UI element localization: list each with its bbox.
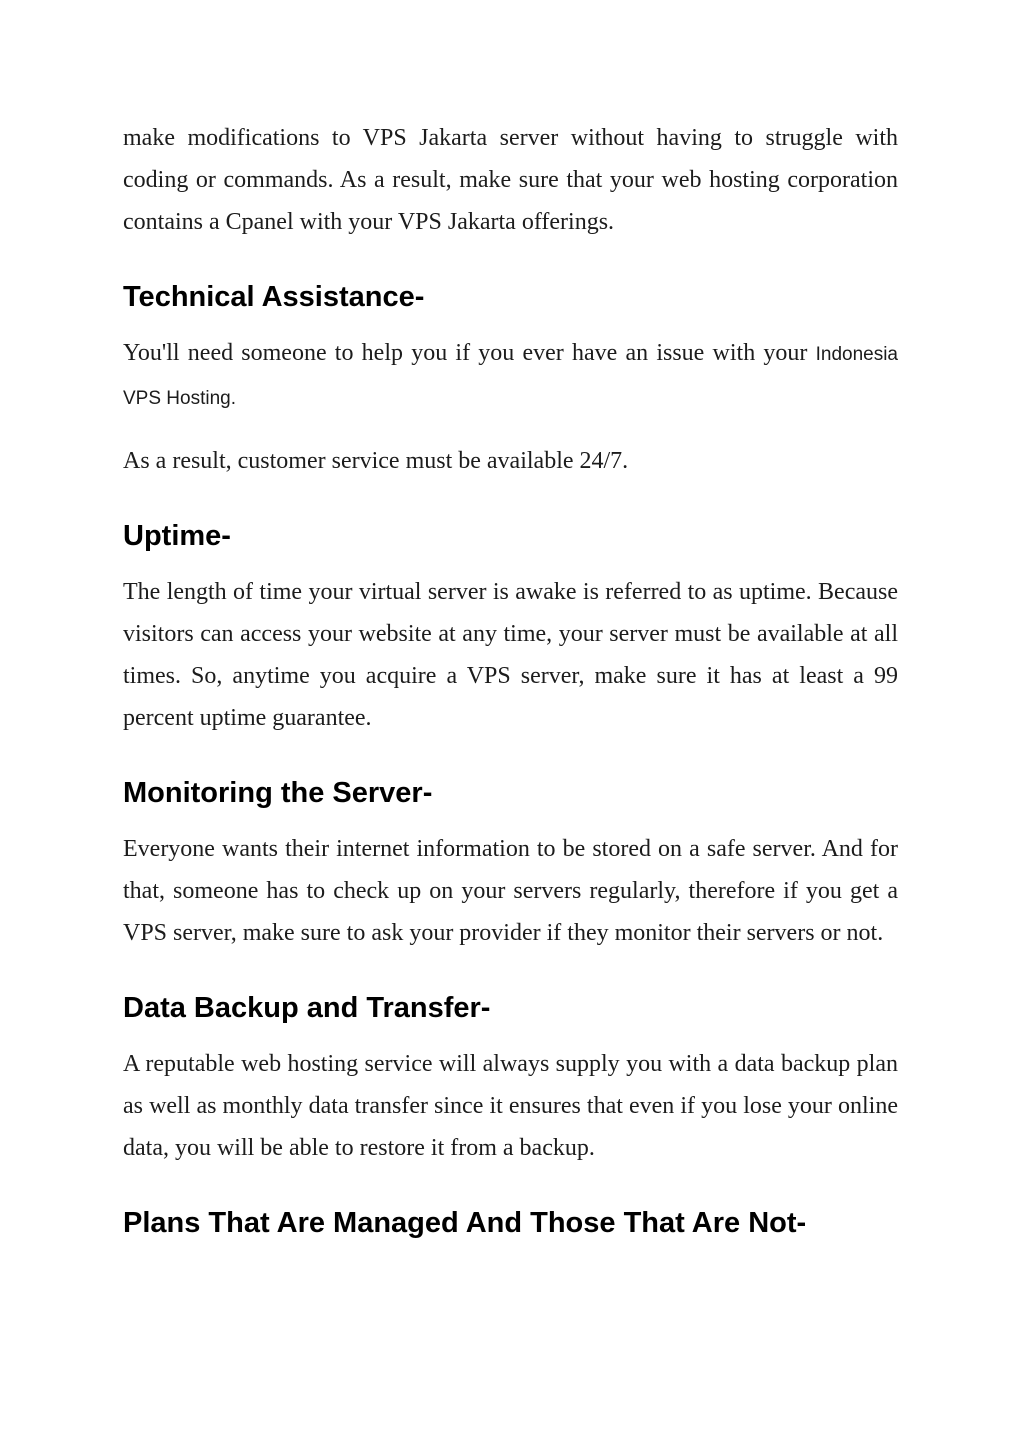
section-heading: Monitoring the Server-	[123, 777, 433, 809]
paragraph: Everyone wants their internet information to be stored on a safe server. And for that, someone has to check up on your servers regularly, therefore if you get a VPS server, make sure to ask your provider if they monitor their servers or not.	[123, 836, 898, 946]
section-heading: Uptime-	[123, 520, 231, 552]
section-heading: Plans That Are Managed And Those That Are Not-	[123, 1207, 807, 1239]
paragraph-run-serif: You'll need someone to help you if you ever have an issue with your	[123, 340, 816, 366]
section-heading: Technical Assistance-	[123, 281, 425, 313]
paragraph: As a result, customer service must be available 24/7.	[123, 448, 629, 474]
paragraph	[123, 332, 898, 420]
document-content	[123, 117, 898, 1240]
paragraph-run-sans: Indonesia VPS Hosting.	[123, 344, 898, 409]
section-heading: Data Backup and Transfer-	[123, 992, 491, 1024]
paragraph: The length of time your virtual server is awake is referred to as uptime. Because visitors can access your website at any time, your server must be available at all times. So, anytime you acquire a VPS server, make sure it has at least a 99 percent uptime guarantee.	[123, 579, 898, 731]
paragraph: A reputable web hosting service will always supply you with a data backup plan as well as monthly data transfer since it ensures that even if you lose your online data, you will be able to restore it from a backup.	[123, 1051, 898, 1161]
paragraph: make modifications to VPS Jakarta server without having to struggle with coding or commands. As a result, make sure that your web hosting corporation contains a Cpanel with your VPS Jakarta offerings.	[123, 125, 898, 235]
